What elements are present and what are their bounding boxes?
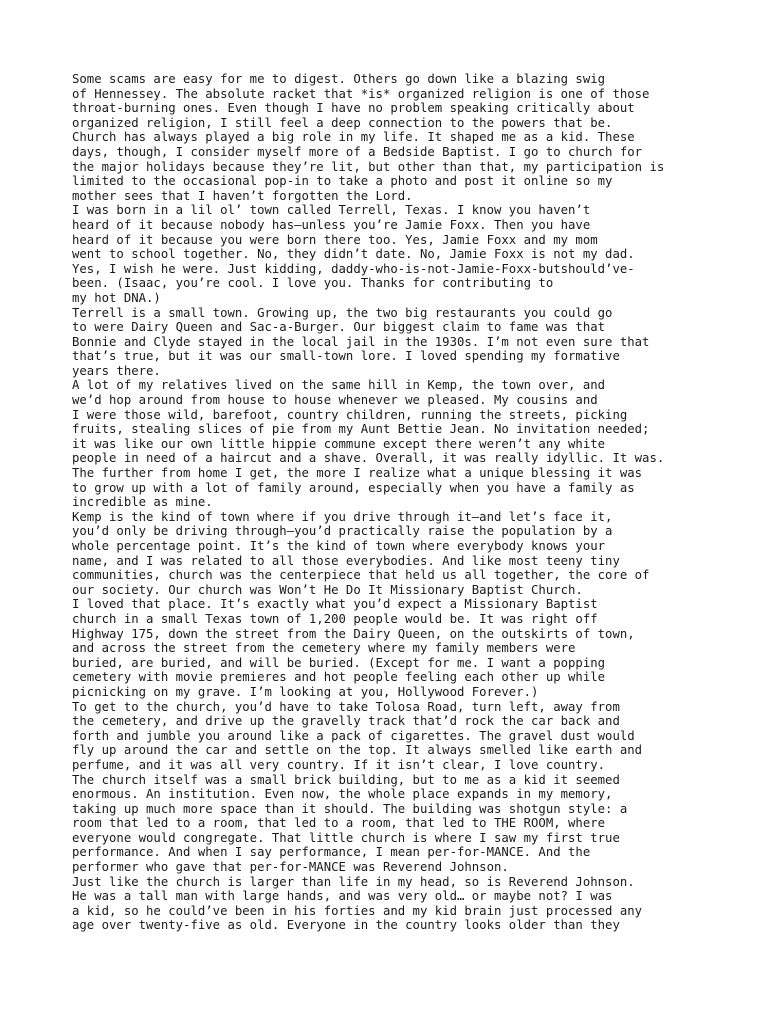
text-line: we’d hop around from house to house whenever we pleased. My cousins and [72, 393, 598, 408]
text-line: organized religion, I still feel a deep connection to the powers that be. [72, 115, 613, 130]
text-line: To get to the church, you’d have to take Tolosa Road, turn left, away from [72, 699, 620, 714]
text-line: our society. Our church was Won’t He Do It Missionary Baptist Church. [72, 582, 583, 597]
text-line: The church itself was a small brick building, but to me as a kid it seemed [72, 772, 620, 787]
text-line: enormous. An institution. Even now, the whole place expands in my memory, [72, 787, 613, 802]
text-line: Yes, I wish he were. Just kidding, daddy-who-is-not-Jamie-Foxx-butshould’ve- [72, 261, 635, 276]
text-line: went to school together. No, they didn’t date. No, Jamie Foxx is not my dad. [72, 247, 635, 262]
text-line: fly up around the car and settle on the top. It always smelled like earth and [72, 743, 643, 758]
text-line: buried, are buried, and will be buried. (Except for me. I want a popping [72, 655, 606, 670]
text-line: performance. And when I say performance, I mean per-for-MANCE. And the [72, 845, 591, 860]
text-line: Highway 175, down the street from the Dairy Queen, on the outskirts of town, [72, 626, 635, 641]
text-line: everyone would congregate. That little church is where I saw my first true [72, 830, 620, 845]
text-line: Kemp is the kind of town where if you drive through it—and let’s face it, [72, 509, 613, 524]
text-line: whole percentage point. It’s the kind of town where everybody knows your [72, 539, 606, 553]
text-line: a kid, so he could’ve been in his forties and my kid brain just processed any [72, 903, 643, 918]
text-line: heard of it because nobody has—unless you’re Jamie Foxx. Then you have [72, 217, 591, 232]
text-line: age over twenty-five as old. Everyone in the country looks older than they [72, 918, 620, 933]
text-line: picnicking on my grave. I’m looking at you, Hollywood Forever.) [72, 684, 539, 699]
text-line: the major holidays because they’re lit, but other than that, my participation is [72, 159, 665, 174]
text-line: incredible as mine. [72, 495, 213, 510]
text-line: The further from home I get, the more I realize what a unique blessing it was [72, 466, 643, 481]
text-line: the cemetery, and drive up the gravelly track that’d rock the car back and [72, 714, 620, 729]
text-line: limited to the occasional pop-in to take a photo and post it online so my [72, 174, 613, 189]
text-line: performer who gave that per-for-MANCE was Reverend Johnson. [72, 860, 509, 875]
text-line: taking up much more space than it should. The building was shotgun style: a [72, 801, 628, 816]
text-line: name, and I was related to all those everybodies. And like most teeny tiny [72, 553, 620, 568]
text-line: mother sees that I haven’t forgotten the Lord. [72, 188, 413, 203]
text-line: throat-burning ones. Even though I have no problem speaking critically about [72, 101, 635, 116]
text-line: to grow up with a lot of family around, especially when you have a family as [72, 480, 635, 495]
text-line: that’s true, but it was our small-town lore. I loved spending my formative [72, 349, 620, 364]
text-line: fruits, stealing slices of pie from my Aunt Bettie Jean. No invitation needed; [72, 422, 650, 437]
text-line: my hot DNA.) [72, 290, 161, 305]
text-line: it was like our own little hippie commune except there weren’t any white [72, 436, 606, 451]
text-line: forth and jumble you around like a pack of cigarettes. The gravel dust would [72, 728, 635, 743]
text-line: heard of it because you were born there too. Yes, Jamie Foxx and my mom [72, 232, 598, 247]
text-line: to were Dairy Queen and Sac-a-Burger. Our biggest claim to fame was that [72, 320, 606, 335]
text-line: A lot of my relatives lived on the same hill in Kemp, the town over, and [72, 378, 606, 393]
text-line: room that led to a room, that led to a room, that led to THE ROOM, where [72, 816, 606, 831]
text-line: Just like the church is larger than life in my head, so is Reverend Johnson. [72, 874, 635, 889]
text-line: of Hennessey. The absolute racket that *is* organized religion is one of those [72, 86, 650, 101]
text-line: Church has always played a big role in my life. It shaped me as a kid. These [72, 130, 635, 145]
text-line: Some scams are easy for me to digest. Others go down like a blazing swig [72, 72, 606, 86]
document-page [72, 72, 692, 933]
text-line: days, though, I consider myself more of a Bedside Baptist. I go to church for [72, 144, 643, 159]
text-line: perfume, and it was all very country. If it isn’t clear, I love country. [72, 757, 606, 772]
text-line: Terrell is a small town. Growing up, the two big restaurants you could go [72, 305, 613, 320]
text-line: you’d only be driving through—you’d practically raise the population by a [72, 524, 613, 539]
text-line: church in a small Texas town of 1,200 people would be. It was right off [72, 611, 598, 626]
text-line: years there. [72, 363, 161, 378]
text-line: communities, church was the centerpiece that held us all together, the core of [72, 568, 650, 583]
text-line: cemetery with movie premieres and hot people feeling each other up while [72, 670, 606, 685]
text-line: and across the street from the cemetery where my family members were [72, 641, 576, 656]
text-line: been. (Isaac, you’re cool. I love you. Thanks for contributing to [72, 276, 554, 291]
text-line: people in need of a haircut and a shave. Overall, it was really idyllic. It was. [72, 451, 665, 466]
text-line: I were those wild, barefoot, country children, running the streets, picking [72, 407, 628, 422]
text-line: I loved that place. It’s exactly what you’d expect a Missionary Baptist [72, 597, 598, 612]
text-line: I was born in a lil ol’ town called Terrell, Texas. I know you haven’t [72, 203, 591, 218]
text-line: Bonnie and Clyde stayed in the local jail in the 1930s. I’m not even sure that [72, 334, 650, 349]
text-line: He was a tall man with large hands, and was very old… or maybe not? I was [72, 889, 613, 904]
